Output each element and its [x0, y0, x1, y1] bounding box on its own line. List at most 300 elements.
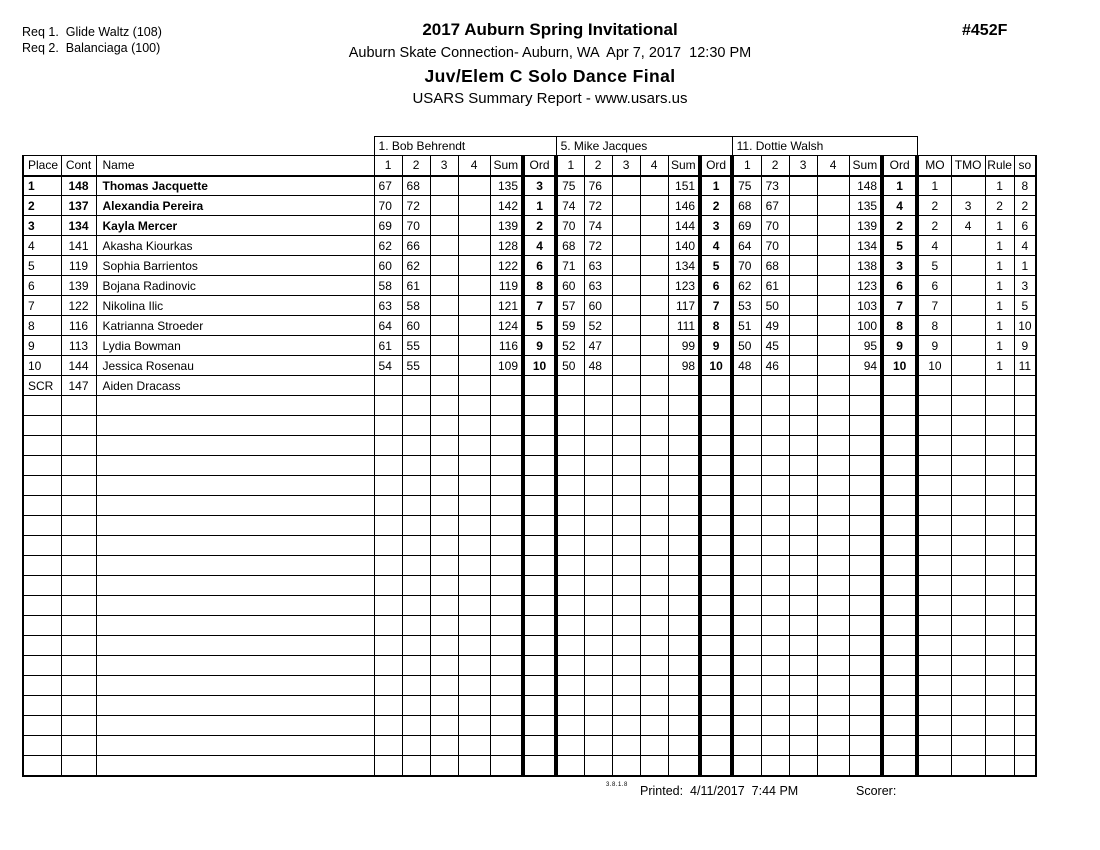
requirement-line-2: Req 2. Balanciaga (100) [22, 41, 161, 55]
judge2-sum [668, 716, 700, 736]
judge3-score-1 [732, 696, 761, 716]
judge3-score-4 [817, 436, 849, 456]
judge3-score-3 [789, 756, 817, 776]
judge1-score-2 [402, 436, 430, 456]
judge2-ord: 7 [700, 296, 732, 316]
judge3-sum [849, 636, 882, 656]
judge1-score-3 [430, 556, 458, 576]
place-cell: 2 [23, 196, 61, 216]
judge3-score-1 [732, 536, 761, 556]
judge2-score-1 [556, 576, 584, 596]
judge1-score-3 [430, 256, 458, 276]
place-cell [23, 676, 61, 696]
judge2-sum: 144 [668, 216, 700, 236]
judge2-score-2 [584, 616, 612, 636]
judge1-score-4 [458, 636, 490, 656]
judge3-ord: 1 [882, 176, 917, 196]
judge2-score-1: 52 [556, 336, 584, 356]
header-rule: Rule [985, 156, 1014, 176]
name-cell [96, 696, 374, 716]
judge3-sum: 94 [849, 356, 882, 376]
judge3-ord [882, 376, 917, 396]
tmo-cell [951, 536, 985, 556]
judge3-score-2: 68 [761, 256, 789, 276]
judge2-score-2: 60 [584, 296, 612, 316]
so-cell [1014, 676, 1036, 696]
judge3-score-4 [817, 336, 849, 356]
rule-cell [985, 636, 1014, 656]
cont-cell [61, 456, 96, 476]
judge2-score-4 [640, 256, 668, 276]
judge1-sum [490, 736, 523, 756]
results-table [22, 136, 1037, 777]
judge3-score-1: 68 [732, 196, 761, 216]
judge2-sum [668, 556, 700, 576]
judge2-score-2 [584, 676, 612, 696]
judge3-score-4 [817, 736, 849, 756]
judge3-ord: 5 [882, 236, 917, 256]
judge2-ord [700, 396, 732, 416]
judge3-sum [849, 436, 882, 456]
so-cell [1014, 696, 1036, 716]
judge1-ord [523, 616, 556, 636]
judge3-score-1 [732, 396, 761, 416]
judge3-ord [882, 636, 917, 656]
judge1-score-3 [430, 456, 458, 476]
judge3-score-3 [789, 516, 817, 536]
judge2-score-4 [640, 636, 668, 656]
rule-cell [985, 376, 1014, 396]
judge1-ord [523, 436, 556, 456]
judge1-score-3 [430, 316, 458, 336]
judge3-score-4 [817, 656, 849, 676]
judge1-ord: 4 [523, 236, 556, 256]
so-cell [1014, 476, 1036, 496]
judge3-score-2 [761, 696, 789, 716]
tmo-cell [951, 596, 985, 616]
name-cell [96, 636, 374, 656]
judge1-score-3 [430, 276, 458, 296]
judge1-score-4 [458, 256, 490, 276]
judge3-sum [849, 696, 882, 716]
rule-cell [985, 416, 1014, 436]
judge1-sum [490, 476, 523, 496]
place-cell [23, 756, 61, 776]
rule-cell [985, 556, 1014, 576]
cont-cell: 144 [61, 356, 96, 376]
header-judge2-4: 4 [640, 156, 668, 176]
name-cell: Kayla Mercer [96, 216, 374, 236]
judge1-score-2 [402, 696, 430, 716]
judge2-ord: 2 [700, 196, 732, 216]
judge1-sum [490, 616, 523, 636]
table-row [23, 316, 1036, 336]
judge1-score-1 [374, 696, 402, 716]
judge2-score-3 [612, 416, 640, 436]
judge3-score-3 [789, 236, 817, 256]
judge3-score-1 [732, 516, 761, 536]
judge2-score-2: 76 [584, 176, 612, 196]
so-cell [1014, 376, 1036, 396]
judge2-ord [700, 736, 732, 756]
judge3-score-3 [789, 676, 817, 696]
judge2-score-4 [640, 196, 668, 216]
judge2-sum [668, 676, 700, 696]
judge1-score-3 [430, 396, 458, 416]
mo-cell [917, 456, 951, 476]
judge3-score-1 [732, 376, 761, 396]
judge2-score-2: 52 [584, 316, 612, 336]
judge3-score-3 [789, 276, 817, 296]
judge3-score-3 [789, 596, 817, 616]
judge3-score-3 [789, 476, 817, 496]
judge2-sum [668, 636, 700, 656]
header-judge3-sum: Sum [849, 156, 882, 176]
rule-cell [985, 536, 1014, 556]
judge3-ord [882, 456, 917, 476]
judge2-score-1 [556, 636, 584, 656]
judge1-score-1 [374, 596, 402, 616]
judge1-score-3 [430, 716, 458, 736]
judge1-score-1: 64 [374, 316, 402, 336]
judge1-score-2 [402, 676, 430, 696]
judge1-score-2: 55 [402, 356, 430, 376]
judge3-ord [882, 756, 917, 776]
judge2-sum [668, 756, 700, 776]
software-version: 3.8.1.8 [606, 782, 628, 788]
judge2-score-1: 60 [556, 276, 584, 296]
tmo-cell [951, 336, 985, 356]
name-cell [96, 596, 374, 616]
judge2-score-1 [556, 496, 584, 516]
judge3-score-4 [817, 456, 849, 476]
judge2-ord [700, 696, 732, 716]
place-cell: 6 [23, 276, 61, 296]
judge3-score-3 [789, 556, 817, 576]
place-cell [23, 436, 61, 456]
mo-cell [917, 376, 951, 396]
cont-cell [61, 496, 96, 516]
judge3-score-3 [789, 436, 817, 456]
judge-header-spacer-left [23, 137, 374, 156]
name-cell: Jessica Rosenau [96, 356, 374, 376]
judge1-ord [523, 376, 556, 396]
judge3-score-4 [817, 636, 849, 656]
place-cell: 1 [23, 176, 61, 196]
empty-row [23, 636, 1036, 656]
judge2-score-4 [640, 676, 668, 696]
judge2-score-1 [556, 456, 584, 476]
so-cell: 3 [1014, 276, 1036, 296]
judge2-score-2 [584, 536, 612, 556]
event-code: #452F [962, 22, 1008, 39]
judge1-score-3 [430, 696, 458, 716]
mo-cell [917, 536, 951, 556]
mo-cell [917, 696, 951, 716]
judge3-score-2: 46 [761, 356, 789, 376]
judge3-score-2 [761, 436, 789, 456]
judge1-sum [490, 716, 523, 736]
judge1-score-3 [430, 756, 458, 776]
judge-name-2: 5. Mike Jacques [556, 137, 732, 156]
cont-cell [61, 516, 96, 536]
header-judge3-2: 2 [761, 156, 789, 176]
judge3-ord: 2 [882, 216, 917, 236]
judge1-score-1: 70 [374, 196, 402, 216]
judge2-ord [700, 436, 732, 456]
judge3-score-3 [789, 316, 817, 336]
judge3-ord [882, 476, 917, 496]
judge3-sum [849, 516, 882, 536]
judge3-score-1 [732, 636, 761, 656]
judge2-ord [700, 756, 732, 776]
judge3-sum [849, 616, 882, 636]
judge1-ord: 8 [523, 276, 556, 296]
name-cell: Akasha Kiourkas [96, 236, 374, 256]
judge2-score-4 [640, 576, 668, 596]
place-cell [23, 416, 61, 436]
table-row [23, 176, 1036, 196]
judge1-score-2: 61 [402, 276, 430, 296]
rule-cell [985, 396, 1014, 416]
judge1-sum [490, 676, 523, 696]
judge3-sum [849, 396, 882, 416]
name-cell [96, 576, 374, 596]
judge1-score-2 [402, 476, 430, 496]
judge-header-spacer-right [917, 137, 1036, 156]
judge1-score-1 [374, 616, 402, 636]
judge3-score-1: 69 [732, 216, 761, 236]
tmo-cell [951, 576, 985, 596]
judge2-sum: 140 [668, 236, 700, 256]
judge2-score-2: 72 [584, 196, 612, 216]
place-cell: 9 [23, 336, 61, 356]
judge1-score-1 [374, 636, 402, 656]
judge3-score-3 [789, 536, 817, 556]
judge3-score-1: 75 [732, 176, 761, 196]
judge3-sum [849, 736, 882, 756]
rule-cell: 1 [985, 216, 1014, 236]
judge3-ord: 10 [882, 356, 917, 376]
judge3-score-1 [732, 456, 761, 476]
judge3-score-3 [789, 256, 817, 276]
judge1-score-3 [430, 376, 458, 396]
judge1-score-2 [402, 636, 430, 656]
mo-cell: 9 [917, 336, 951, 356]
judge2-score-2 [584, 376, 612, 396]
judge1-score-4 [458, 496, 490, 516]
judge1-score-1 [374, 656, 402, 676]
so-cell [1014, 416, 1036, 436]
cont-cell: 139 [61, 276, 96, 296]
judge3-sum: 139 [849, 216, 882, 236]
judge1-score-3 [430, 536, 458, 556]
judge3-ord [882, 416, 917, 436]
judge1-score-3 [430, 196, 458, 216]
so-cell: 9 [1014, 336, 1036, 356]
judge1-score-2 [402, 656, 430, 676]
judge3-score-3 [789, 176, 817, 196]
judge1-score-4 [458, 576, 490, 596]
judge1-ord: 10 [523, 356, 556, 376]
judge3-score-3 [789, 336, 817, 356]
judge1-score-4 [458, 656, 490, 676]
mo-cell [917, 596, 951, 616]
judge2-score-3 [612, 456, 640, 476]
cont-cell: 147 [61, 376, 96, 396]
header-judge1-3: 3 [430, 156, 458, 176]
tmo-cell: 4 [951, 216, 985, 236]
judge3-score-4 [817, 696, 849, 716]
mo-cell [917, 656, 951, 676]
judge3-score-4 [817, 556, 849, 576]
judge3-score-2 [761, 736, 789, 756]
judge3-sum: 135 [849, 196, 882, 216]
judge1-sum [490, 636, 523, 656]
cont-cell [61, 556, 96, 576]
name-cell: Bojana Radinovic [96, 276, 374, 296]
cont-cell [61, 736, 96, 756]
judge2-ord: 4 [700, 236, 732, 256]
judge2-score-1 [556, 656, 584, 676]
judge2-score-1 [556, 736, 584, 756]
judge3-ord [882, 736, 917, 756]
judge3-ord [882, 696, 917, 716]
judge2-score-1 [556, 716, 584, 736]
judge1-sum [490, 516, 523, 536]
place-cell [23, 616, 61, 636]
judge2-ord [700, 516, 732, 536]
judge1-score-4 [458, 216, 490, 236]
judge1-sum [490, 596, 523, 616]
judge1-sum: 109 [490, 356, 523, 376]
judge3-score-2: 70 [761, 216, 789, 236]
judge3-score-1 [732, 496, 761, 516]
tmo-cell [951, 356, 985, 376]
cont-cell: 113 [61, 336, 96, 356]
judge2-ord: 5 [700, 256, 732, 276]
judge1-ord: 9 [523, 336, 556, 356]
cont-cell [61, 716, 96, 736]
judge2-score-2 [584, 576, 612, 596]
judge3-sum: 100 [849, 316, 882, 336]
judge3-score-4 [817, 276, 849, 296]
place-cell: SCR [23, 376, 61, 396]
tmo-cell [951, 676, 985, 696]
mo-cell [917, 756, 951, 776]
judge2-score-4 [640, 556, 668, 576]
place-cell [23, 456, 61, 476]
rule-cell: 1 [985, 236, 1014, 256]
judge2-score-4 [640, 716, 668, 736]
judge1-sum [490, 496, 523, 516]
judge2-sum: 123 [668, 276, 700, 296]
judge3-score-1: 50 [732, 336, 761, 356]
mo-cell: 5 [917, 256, 951, 276]
printed-timestamp: Printed: 4/11/2017 7:44 PM [640, 784, 799, 798]
cont-cell: 116 [61, 316, 96, 336]
empty-row [23, 536, 1036, 556]
mo-cell [917, 676, 951, 696]
header-cont: Cont [61, 156, 96, 176]
judge1-score-4 [458, 696, 490, 716]
judge3-score-3 [789, 376, 817, 396]
rule-cell [985, 756, 1014, 776]
judge2-ord [700, 676, 732, 696]
judge2-sum: 134 [668, 256, 700, 276]
judge2-sum: 111 [668, 316, 700, 336]
judge1-score-2: 66 [402, 236, 430, 256]
judge1-score-4 [458, 716, 490, 736]
tmo-cell [951, 176, 985, 196]
tmo-cell [951, 236, 985, 256]
column-header-row [23, 156, 1036, 176]
judge3-score-4 [817, 236, 849, 256]
judge1-score-1 [374, 476, 402, 496]
judge2-score-2: 74 [584, 216, 612, 236]
judge2-sum [668, 576, 700, 596]
so-cell [1014, 536, 1036, 556]
judge3-score-3 [789, 656, 817, 676]
rule-cell: 1 [985, 256, 1014, 276]
judge3-score-1 [732, 656, 761, 676]
rule-cell [985, 576, 1014, 596]
judge3-score-2: 61 [761, 276, 789, 296]
name-cell [96, 736, 374, 756]
judge2-score-2 [584, 756, 612, 776]
judge3-score-3 [789, 636, 817, 656]
name-cell [96, 756, 374, 776]
judge1-score-4 [458, 236, 490, 256]
judge1-score-3 [430, 736, 458, 756]
judge2-sum [668, 476, 700, 496]
judge2-sum: 99 [668, 336, 700, 356]
judge3-ord [882, 656, 917, 676]
judge2-score-1 [556, 696, 584, 716]
judge1-score-2: 58 [402, 296, 430, 316]
judge1-score-1 [374, 576, 402, 596]
mo-cell [917, 516, 951, 536]
judge3-score-4 [817, 576, 849, 596]
judge3-score-4 [817, 496, 849, 516]
mo-cell [917, 476, 951, 496]
judge2-score-3 [612, 176, 640, 196]
so-cell: 2 [1014, 196, 1036, 216]
judge3-score-4 [817, 676, 849, 696]
judge1-score-2 [402, 616, 430, 636]
judge1-score-4 [458, 396, 490, 416]
judge2-score-3 [612, 396, 640, 416]
judge1-sum: 139 [490, 216, 523, 236]
rule-cell [985, 696, 1014, 716]
judge1-ord: 3 [523, 176, 556, 196]
judge1-sum [490, 696, 523, 716]
table-row [23, 376, 1036, 396]
judge1-score-1 [374, 456, 402, 476]
rule-cell [985, 436, 1014, 456]
judge1-ord [523, 596, 556, 616]
judge3-score-3 [789, 496, 817, 516]
empty-row [23, 416, 1036, 436]
judge1-ord [523, 636, 556, 656]
judge3-score-1 [732, 596, 761, 616]
judge1-score-1 [374, 676, 402, 696]
judge2-score-4 [640, 456, 668, 476]
tmo-cell [951, 316, 985, 336]
judge3-score-4 [817, 416, 849, 436]
judge1-score-4 [458, 476, 490, 496]
judge3-score-1 [732, 476, 761, 496]
